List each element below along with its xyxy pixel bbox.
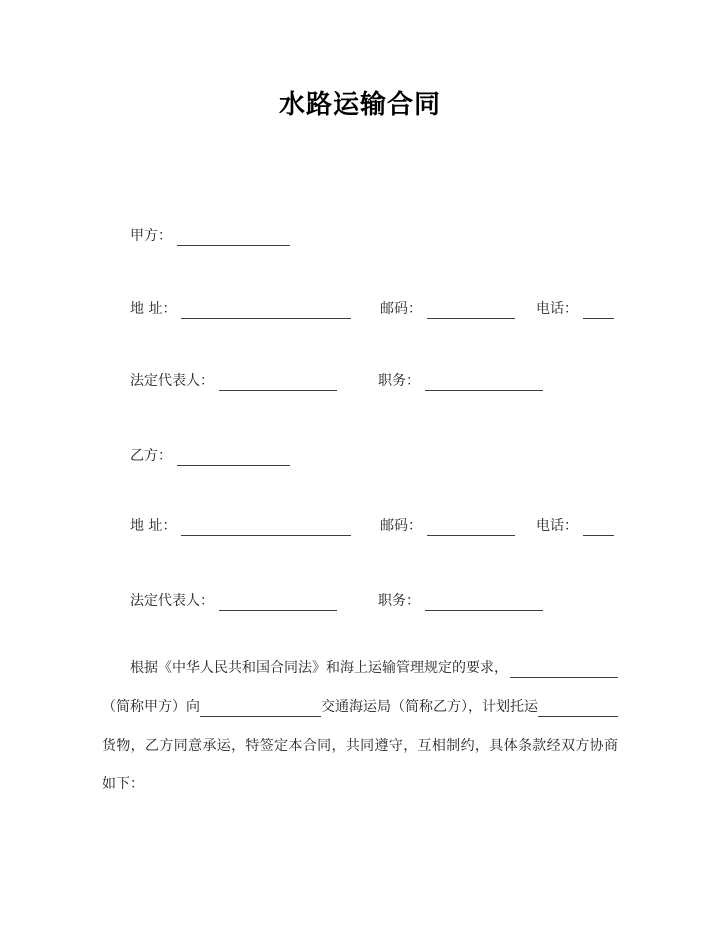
- party-b-postcode-group: [380, 517, 515, 536]
- paragraph-line-3: 货物，乙方同意承运，特签定本合同，共同遵守，互相制约，具体条款经双方协商: [102, 738, 618, 754]
- paragraph-line-2-part2: 交通海运局（简称乙方），计划托运: [321, 699, 538, 715]
- party-b-position-group: [378, 592, 543, 611]
- party-b-phone-blank[interactable]: [583, 517, 614, 536]
- party-a-legal-rep-label: 法定代表人：: [130, 373, 214, 389]
- party-b-phone-group: [536, 517, 614, 536]
- party-b-address-label: 地 址：: [130, 518, 177, 534]
- party-a-legal-rep-blank[interactable]: [219, 372, 337, 391]
- party-b-name-blank[interactable]: [177, 447, 290, 466]
- party-a-phone-group: [536, 300, 614, 319]
- paragraph-line-4: 如下：: [102, 776, 144, 792]
- party-b-postcode-label: 邮码：: [380, 518, 422, 534]
- document-title: 水路运输合同: [278, 90, 441, 120]
- party-b-row: [130, 447, 290, 466]
- party-a-postcode-label: 邮码：: [380, 301, 422, 317]
- goods-blank[interactable]: [538, 697, 618, 717]
- party-a-address-group: [130, 300, 351, 319]
- party-a-address-blank[interactable]: [181, 300, 351, 319]
- paragraph-line-2-part1: （简称甲方）向: [102, 699, 200, 715]
- party-a-legal-rep-group: [130, 372, 337, 391]
- party-a-address-label: 地 址：: [130, 301, 177, 317]
- requirement-blank[interactable]: [510, 658, 618, 678]
- party-a-position-group: [378, 372, 543, 391]
- party-a-position-label: 职务：: [378, 373, 420, 389]
- party-a-label: 甲方：: [130, 228, 172, 244]
- paragraph-line-1: [102, 658, 618, 678]
- shipper-blank[interactable]: [200, 697, 321, 717]
- party-b-address-blank[interactable]: [181, 517, 351, 536]
- party-a-phone-label: 电话：: [536, 301, 578, 317]
- paragraph-line-1-text: 根据《中华人民共和国合同法》和海上运输管理规定的要求，: [130, 660, 508, 676]
- party-b-position-label: 职务：: [378, 593, 420, 609]
- party-a-name-blank[interactable]: [177, 227, 290, 246]
- party-b-postcode-blank[interactable]: [427, 517, 515, 536]
- party-b-legal-rep-blank[interactable]: [219, 592, 337, 611]
- party-a-position-blank[interactable]: [425, 372, 543, 391]
- paragraph-line-2: [102, 697, 618, 717]
- party-b-legal-rep-label: 法定代表人：: [130, 593, 214, 609]
- party-b-position-blank[interactable]: [425, 592, 543, 611]
- party-a-postcode-group: [380, 300, 515, 319]
- party-b-address-group: [130, 517, 351, 536]
- party-b-phone-label: 电话：: [536, 518, 578, 534]
- party-b-label: 乙方：: [130, 448, 172, 464]
- party-a-phone-blank[interactable]: [583, 300, 614, 319]
- party-b-legal-rep-group: [130, 592, 337, 611]
- party-a-row: [130, 227, 290, 246]
- party-a-postcode-blank[interactable]: [427, 300, 515, 319]
